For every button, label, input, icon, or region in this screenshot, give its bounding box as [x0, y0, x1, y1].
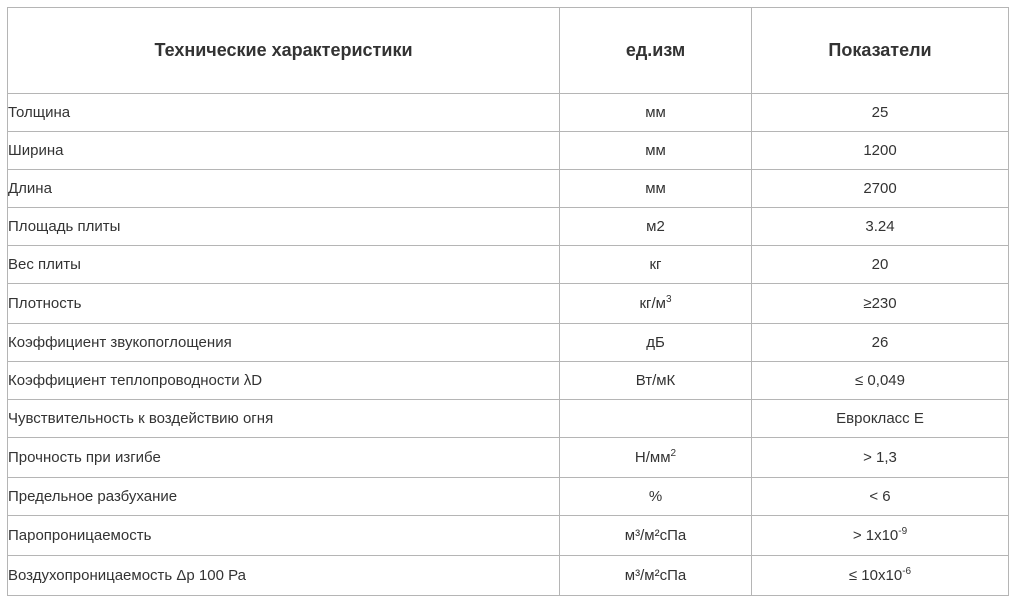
unit-text: м2	[646, 218, 665, 235]
unit-sup: 2	[670, 448, 677, 459]
row-unit	[560, 400, 752, 438]
value-text: ≤ 0,049	[855, 372, 905, 389]
table-row	[8, 284, 1009, 324]
value-text: > 1,3	[863, 449, 897, 466]
header-row	[8, 8, 1009, 94]
value-text: Еврокласс Е	[836, 410, 924, 427]
specs-table-wrapper	[7, 7, 1009, 596]
row-value	[752, 170, 1009, 208]
specs-table	[7, 7, 1009, 596]
value-text: 25	[871, 104, 889, 121]
row-value	[752, 94, 1009, 132]
value-text: ≤ 10x10	[848, 567, 903, 584]
value-sup: -6	[902, 566, 912, 577]
row-name: Воздухопроницаемость Δр 100 Ра	[8, 556, 560, 596]
row-unit	[560, 478, 752, 516]
table-row	[8, 246, 1009, 284]
header-unit: ед.изм	[560, 8, 752, 94]
unit-text: м³/м²сПа	[624, 527, 687, 544]
row-unit	[560, 246, 752, 284]
unit-text: %	[648, 488, 663, 505]
unit-text: дБ	[646, 334, 665, 351]
table-row	[8, 556, 1009, 596]
row-unit	[560, 94, 752, 132]
value-text: 20	[871, 256, 889, 273]
row-name: Ширина	[8, 132, 560, 170]
row-value	[752, 478, 1009, 516]
row-name: Коэффициент теплопроводности λD	[8, 362, 560, 400]
unit-sup: 3	[665, 294, 672, 305]
value-text: > 1x10	[852, 527, 899, 544]
row-unit	[560, 284, 752, 324]
header-name: Технические характеристики	[8, 8, 560, 94]
row-name: Толщина	[8, 94, 560, 132]
value-text: 3.24	[865, 218, 895, 235]
unit-text: Вт/мК	[635, 372, 676, 389]
row-unit	[560, 362, 752, 400]
row-name: Коэффициент звукопоглощения	[8, 324, 560, 362]
row-value	[752, 208, 1009, 246]
unit-text: мм	[645, 104, 666, 121]
row-name: Чувствительность к воздействию огня	[8, 400, 560, 438]
row-name: Прочность при изгибе	[8, 438, 560, 478]
value-sup: -9	[898, 526, 908, 537]
row-value	[752, 246, 1009, 284]
row-value	[752, 284, 1009, 324]
row-value	[752, 516, 1009, 556]
row-value	[752, 132, 1009, 170]
value-text: 2700	[863, 180, 897, 197]
row-unit	[560, 324, 752, 362]
unit-text: Н/мм	[634, 449, 671, 466]
row-name: Площадь плиты	[8, 208, 560, 246]
table-row	[8, 478, 1009, 516]
row-name: Паропроницаемость	[8, 516, 560, 556]
row-unit	[560, 132, 752, 170]
row-unit	[560, 438, 752, 478]
table-row	[8, 132, 1009, 170]
value-text: < 6	[869, 488, 891, 505]
value-text: ≥230	[863, 295, 897, 312]
unit-text: м³/м²сПа	[624, 567, 687, 584]
table-row	[8, 438, 1009, 478]
unit-text: мм	[645, 142, 666, 159]
unit-text: мм	[645, 180, 666, 197]
table-row	[8, 400, 1009, 438]
table-row	[8, 94, 1009, 132]
table-row	[8, 324, 1009, 362]
row-unit	[560, 556, 752, 596]
row-value	[752, 362, 1009, 400]
header-value: Показатели	[752, 8, 1009, 94]
table-row	[8, 362, 1009, 400]
row-value	[752, 438, 1009, 478]
row-unit	[560, 170, 752, 208]
row-value	[752, 400, 1009, 438]
row-unit	[560, 516, 752, 556]
row-name: Вес плиты	[8, 246, 560, 284]
value-text: 1200	[863, 142, 897, 159]
row-name: Плотность	[8, 284, 560, 324]
row-name: Длина	[8, 170, 560, 208]
row-value	[752, 556, 1009, 596]
table-row	[8, 516, 1009, 556]
unit-text: кг/м	[639, 295, 666, 312]
row-unit	[560, 208, 752, 246]
row-name: Предельное разбухание	[8, 478, 560, 516]
value-text: 26	[871, 334, 889, 351]
table-row	[8, 170, 1009, 208]
row-value	[752, 324, 1009, 362]
table-row	[8, 208, 1009, 246]
unit-text: кг	[649, 256, 662, 273]
